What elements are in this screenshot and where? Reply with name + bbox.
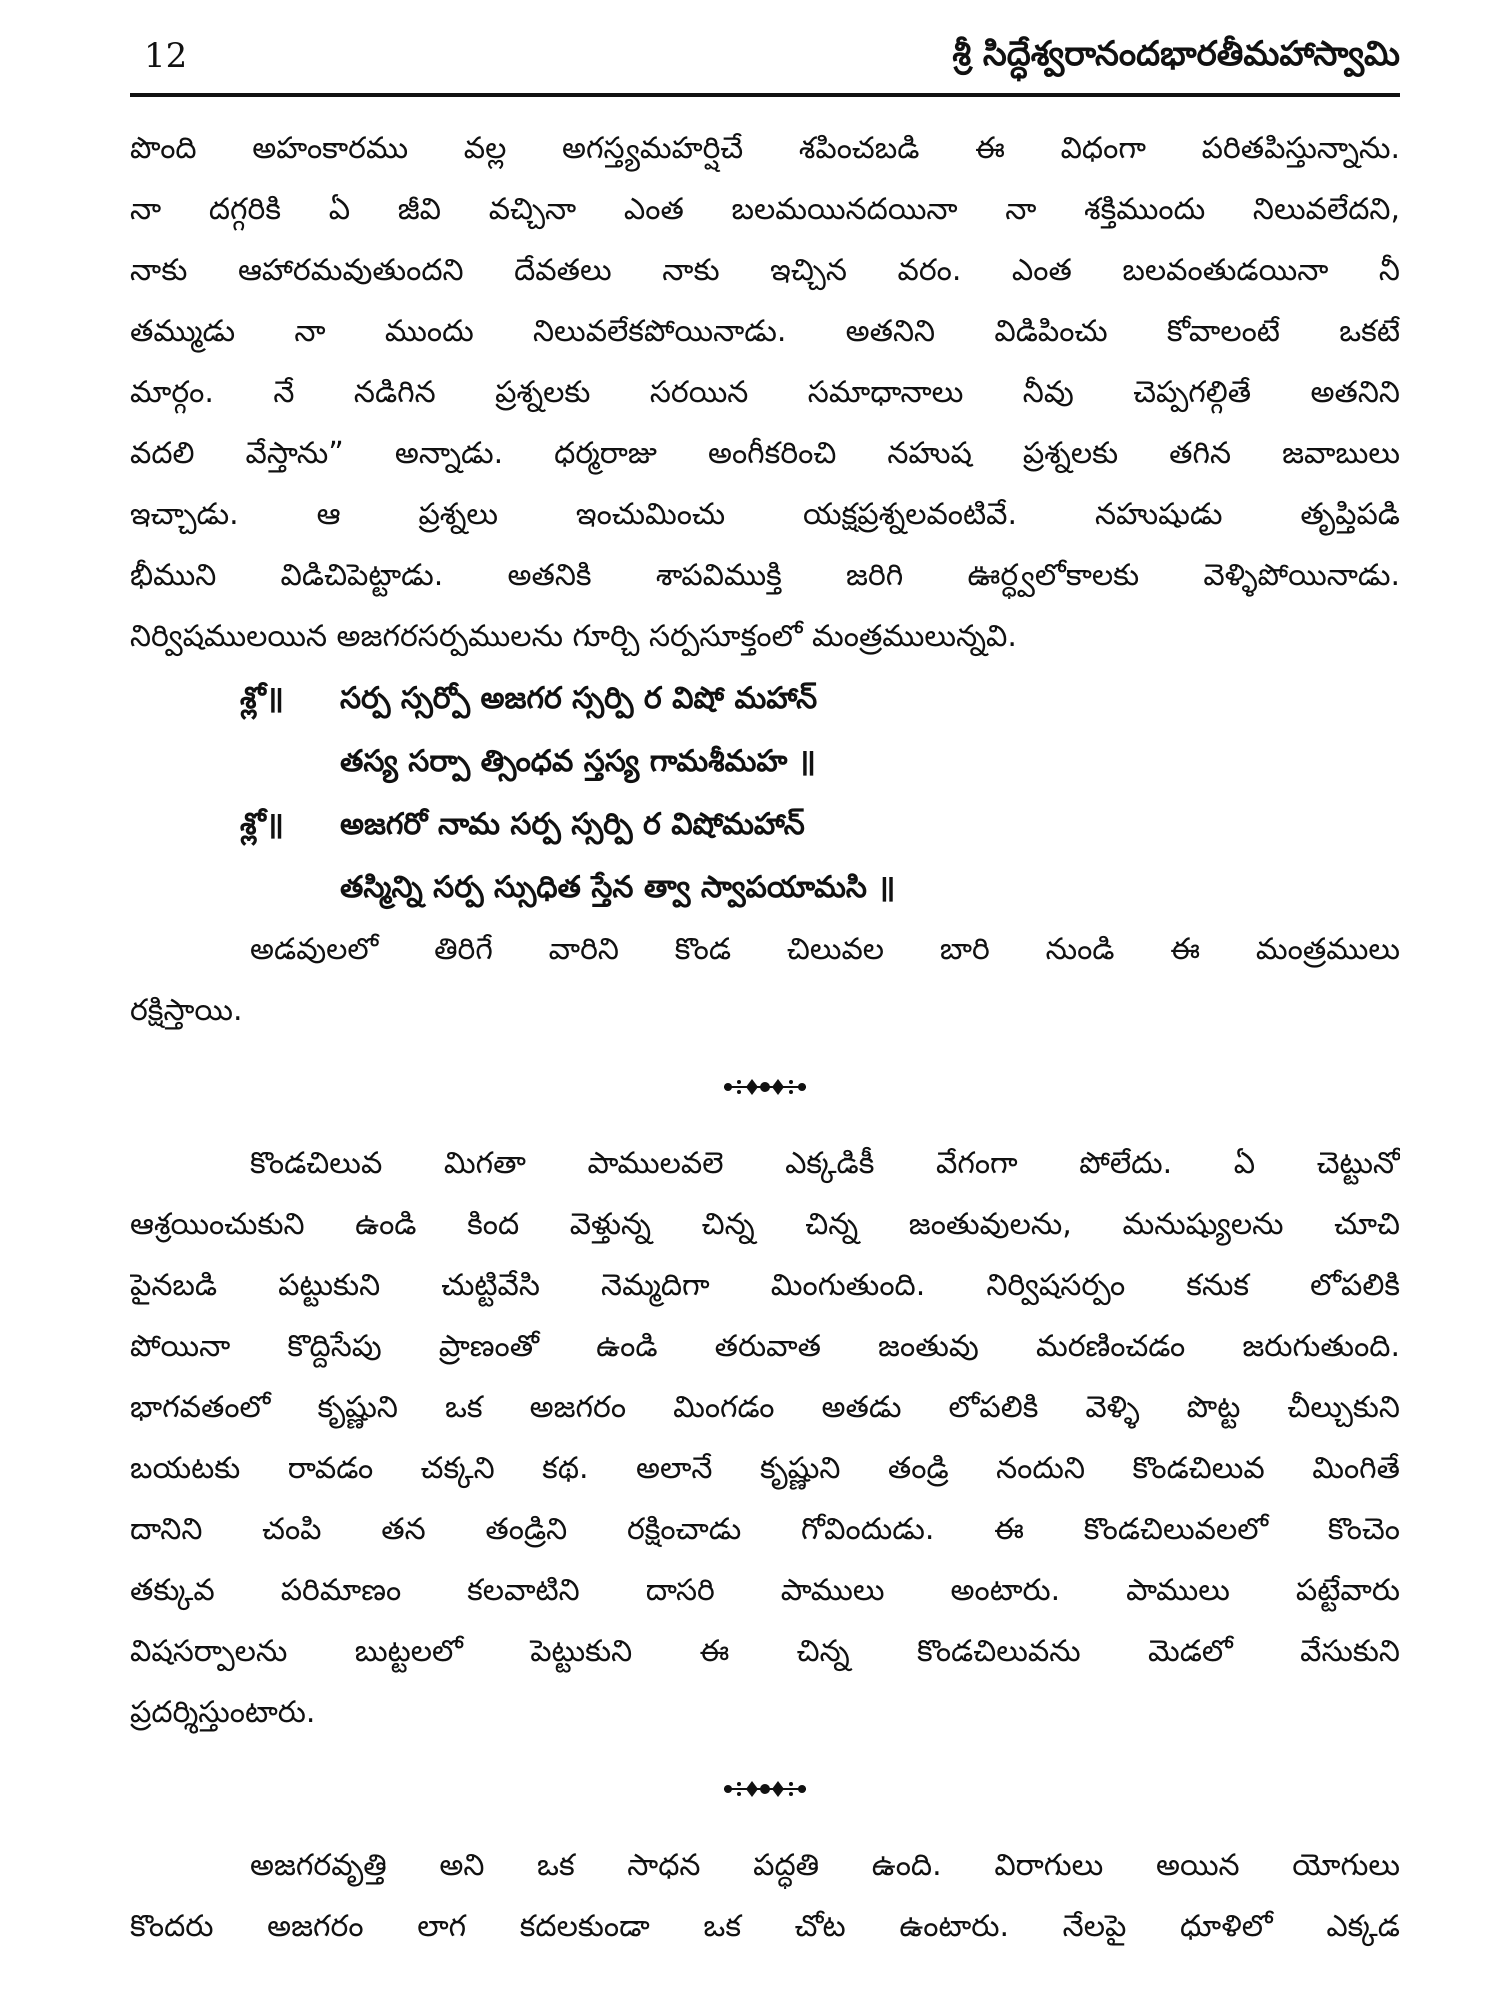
page-body — [130, 118, 1400, 1957]
text-line: తమ్ముడు నా ముందు నిలువలేకపోయినాడు. అతనిని విడిపించు కోవాలంటే ఒకటే — [130, 314, 1400, 349]
verse-line — [130, 730, 1400, 793]
verse-text: అజగరో నామ సర్ప స్సర్పి ర విషోమహాన్ — [340, 807, 805, 842]
text-line: విషసర్పాలను బుట్టలలో పెట్టుకుని ఈ చిన్న కొండచిలువను మెడలో వేసుకుని — [130, 1634, 1400, 1669]
page-header — [130, 30, 1400, 92]
verse-line — [130, 793, 1400, 856]
flourish-divider-icon — [720, 1777, 810, 1801]
text-line: అజగరవృత్తి అని ఒక సాధన పద్ధతి ఉంది. విరాగులు అయిన యోగులు — [250, 1848, 1400, 1883]
paragraph — [130, 1133, 1400, 1743]
text-line: నాకు ఆహారమవుతుందని దేవతలు నాకు ఇచ్చిన వరం. ఎంత బలవంతుడయినా నీ — [130, 253, 1400, 288]
text-line: కొందరు అజగరం లాగ కదలకుండా ఒక చోట ఉంటారు. నేలపై ధూళిలో ఎక్కడ — [130, 1909, 1400, 1944]
paragraph — [130, 919, 1400, 1041]
section-ornament — [130, 1743, 1400, 1835]
text-line: పోయినా కొద్దిసేపు ప్రాణంతో ఉండి తరువాత జంతువు మరణించడం జరుగుతుంది. — [130, 1329, 1400, 1364]
text-line: భీముని విడిచిపెట్టాడు. అతనికి శాపవిముక్తి జరిగి ఊర్ధ్వలోకాలకు వెళ్ళిపోయినాడు. — [130, 558, 1400, 593]
text-line: తక్కువ పరిమాణం కలవాటిని దాసరి పాములు అంటారు. పాములు పట్టేవారు — [130, 1573, 1400, 1608]
verse-marker: శ్లో॥ — [240, 681, 284, 716]
text-line: రక్షిస్తాయి. — [130, 993, 243, 1028]
verse-text: సర్ప స్సర్పో అజగర స్సర్పి ర విషో మహాన్ — [340, 681, 818, 716]
verse-line — [130, 856, 1400, 919]
text-line: మార్గం. నే నడిగిన ప్రశ్నలకు సరయిన సమాధానాలు నీవు చెప్పగల్గితే అతనిని — [130, 375, 1400, 410]
verse-line — [130, 667, 1400, 730]
verse-text: తస్య సర్పా త్సింధవ స్తస్య గామశీమహ ॥ — [340, 744, 816, 779]
running-title: శ్రీ సిద్ధేశ్వరానందభారతీమహాస్వామి — [952, 34, 1400, 74]
verse-marker: శ్లో॥ — [240, 807, 284, 842]
verse-block — [130, 667, 1400, 919]
verse-text: తస్మిన్ని సర్ప స్సుధిత స్తేన త్వా స్వాపయామసి ॥ — [340, 870, 896, 905]
header-rule — [130, 93, 1400, 97]
text-line: ప్రదర్శిస్తుంటారు. — [130, 1695, 316, 1730]
text-line: అడవులలో తిరిగే వారిని కొండ చిలువల బారి నుండి ఈ మంత్రములు — [250, 932, 1400, 967]
paragraph — [130, 1835, 1400, 1957]
text-line: పైనబడి పట్టుకుని చుట్టివేసి నెమ్మదిగా మింగుతుంది. నిర్విషసర్పం కనుక లోపలికి — [130, 1268, 1400, 1303]
paragraph — [130, 118, 1400, 667]
text-line: ఆశ్రయించుకుని ఉండి కింద వెళ్తున్న చిన్న చిన్న జంతువులను, మనుష్యులను చూచి — [130, 1207, 1400, 1242]
flourish-divider-icon — [720, 1075, 810, 1099]
section-ornament — [130, 1041, 1400, 1133]
text-line: పొంది అహంకారము వల్ల అగస్త్యమహర్షిచే శపించబడి ఈ విధంగా పరితపిస్తున్నాను. — [130, 131, 1400, 166]
text-line: కొండచిలువ మిగతా పాములవలె ఎక్కడికీ వేగంగా పోలేదు. ఏ చెట్టునో — [250, 1146, 1400, 1181]
text-line: దానిని చంపి తన తండ్రిని రక్షించాడు గోవిందుడు. ఈ కొండచిలువలలో కొంచెం — [130, 1512, 1400, 1547]
text-line: నిర్విషములయిన అజగరసర్పములను గూర్చి సర్పసూక్తంలో మంత్రములున్నవి. — [130, 619, 1017, 654]
page-number: 12 — [144, 36, 188, 76]
text-line: వదలి వేస్తాను” అన్నాడు. ధర్మరాజు అంగీకరించి నహుష ప్రశ్నలకు తగిన జవాబులు — [130, 436, 1400, 471]
text-line: భాగవతంలో కృష్ణుని ఒక అజగరం మింగడం అతడు లోపలికి వెళ్ళి పొట్ట చీల్చుకుని — [130, 1390, 1400, 1425]
text-line: బయటకు రావడం చక్కని కథ. అలానే కృష్ణుని తండ్రి నందుని కొండచిలువ మింగితే — [130, 1451, 1400, 1486]
text-line: ఇచ్చాడు. ఆ ప్రశ్నలు ఇంచుమించు యక్షప్రశ్నలవంటివే. నహుషుడు తృప్తిపడి — [130, 497, 1400, 532]
text-line: నా దగ్గరికి ఏ జీవి వచ్చినా ఎంత బలమయినదయినా నా శక్తిముందు నిలువలేదని, — [130, 192, 1400, 227]
